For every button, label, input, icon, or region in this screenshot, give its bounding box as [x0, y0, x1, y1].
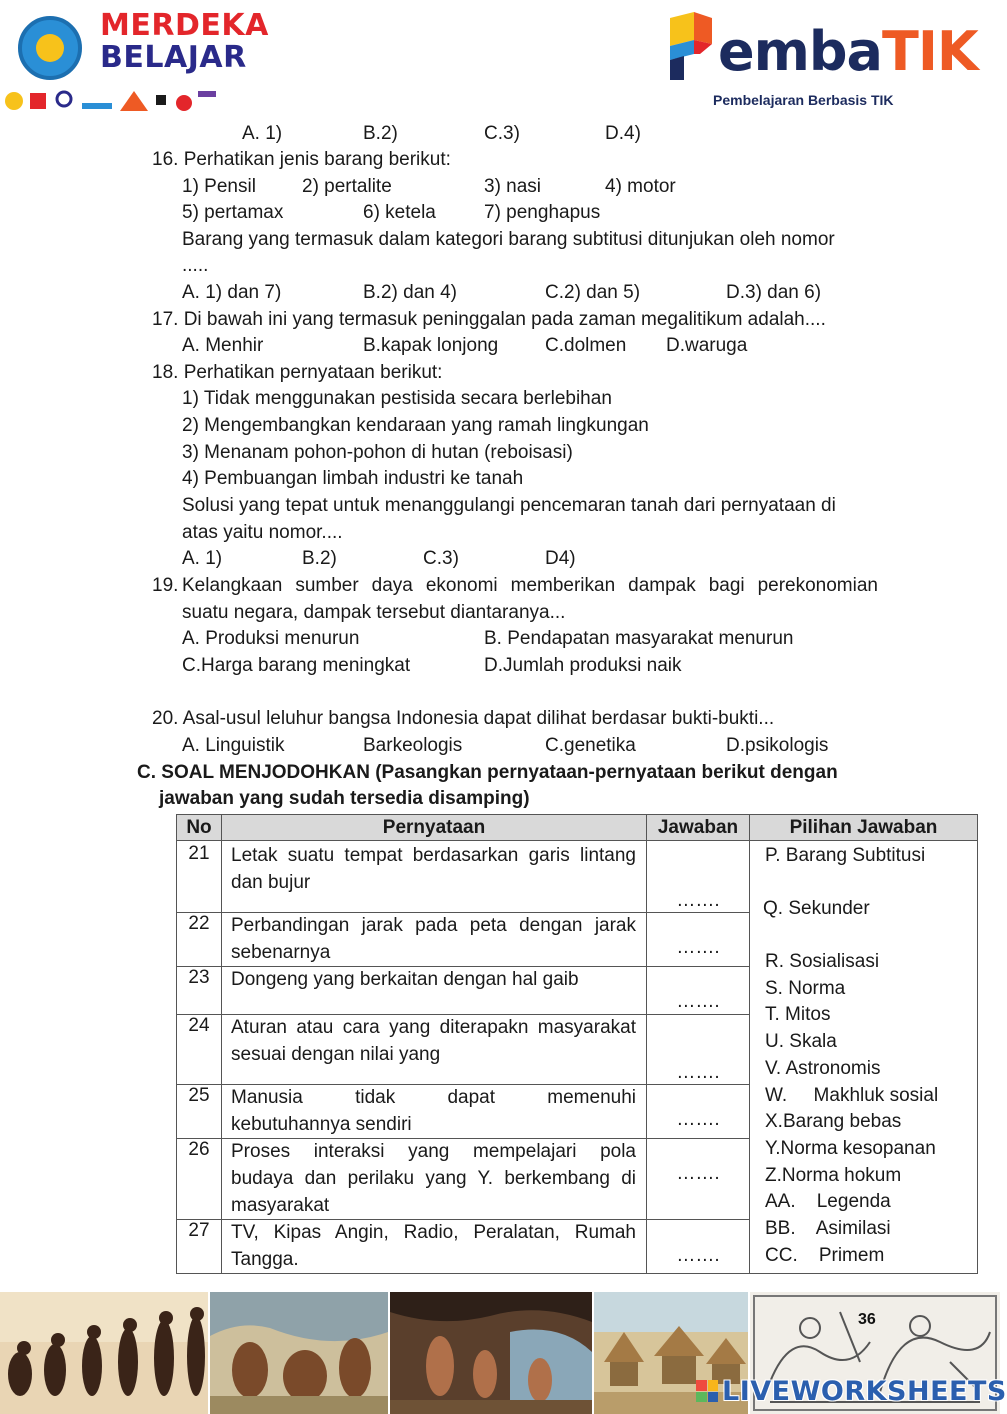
human-evolution-image	[0, 1292, 208, 1414]
answer-blank-24[interactable]: …….	[676, 1062, 720, 1083]
answer-blank-26[interactable]: …….	[676, 1163, 720, 1184]
q19-option-a: A. Produksi menurun	[182, 628, 360, 649]
table-header-no: No	[186, 817, 212, 838]
q18-option-a: A. 1)	[182, 548, 223, 569]
q20-option-d: D.psikologis	[726, 735, 829, 756]
q19-option-d: D.Jumlah produksi naik	[484, 655, 682, 676]
cave-dwellers-image	[390, 1292, 592, 1414]
q16-item: 2) pertalite	[302, 176, 392, 197]
row-number: 23	[188, 967, 210, 988]
choice-item: S. Norma	[765, 978, 846, 999]
q15-option-c: C.3)	[484, 123, 520, 144]
q18-question-line1: Solusi yang tepat untuk menanggulangi pencemaran tanah dari pernyataan di	[182, 495, 836, 516]
q18-statement: 1) Tidak menggunakan pestisida secara berlebihan	[182, 388, 612, 409]
q18-statement: 3) Menanam pohon-pohon di hutan (reboisasi)	[182, 442, 573, 463]
table-header-statement: Pernyataan	[382, 817, 486, 838]
choice-item: BB. Asimilasi	[765, 1218, 891, 1239]
choice-item: W. Makhluk sosial	[765, 1085, 939, 1106]
pembatik-wordmark: embaTIK	[718, 20, 978, 83]
q19-option-c: C.Harga barang meningkat	[182, 655, 411, 676]
q18-stem: 18. Perhatikan pernyataan berikut:	[152, 362, 443, 383]
row-statement: Aturan atau cara yang diterapakn masyarakat sesuai dengan nilai yang	[231, 1017, 636, 1065]
q16-option-a: A. 1) dan 7)	[182, 282, 282, 303]
q19-option-b: B. Pendapatan masyarakat menurun	[484, 628, 794, 649]
q17-option-d: D.waruga	[666, 335, 748, 356]
q16-option-d: D.3) dan 6)	[726, 282, 822, 303]
q18-statement: 4) Pembuangan limbah industri ke tanah	[182, 468, 524, 489]
table-divider	[749, 815, 750, 1273]
answer-blank-22[interactable]: …….	[676, 937, 720, 958]
q18-option-c: C.3)	[423, 548, 459, 569]
answer-blank-27[interactable]: …….	[676, 1245, 720, 1266]
row-number: 27	[188, 1220, 210, 1241]
row-statement: Perbandingan jarak pada peta dengan jarak sebenarnya	[231, 915, 636, 963]
q16-option-b: B.2) dan 4)	[363, 282, 457, 303]
q16-item: 7) penghapus	[484, 202, 601, 223]
q16-stem: 16. Perhatikan jenis barang berikut:	[152, 149, 451, 170]
table-divider	[646, 815, 647, 1273]
choice-item: Y.Norma kesopanan	[765, 1138, 936, 1159]
q15-option-b: B.2)	[363, 123, 398, 144]
q19-stem-line1: Kelangkaan sumber daya ekonomi memberikan dampak bagi perekonomian	[182, 575, 878, 596]
row-statement: Proses interaksi yang mempelajari pola budaya dan perilaku yang Y. berkembang di masyarakat	[231, 1141, 636, 1216]
liveworksheets-brand	[696, 1375, 1007, 1407]
q16-item: 3) nasi	[484, 176, 542, 197]
row-number: 25	[188, 1085, 210, 1106]
pembatik-p-mark-icon	[666, 10, 716, 82]
lw-square	[696, 1380, 707, 1391]
table-header-choices: Pilihan Jawaban	[789, 817, 938, 838]
q16-question-line1: Barang yang termasuk dalam kategori barang subtitusi ditunjukan oleh nomor	[182, 229, 835, 250]
q16-item: 4) motor	[605, 176, 676, 197]
q15-option-d: D.4)	[605, 123, 641, 144]
choice-item: U. Skala	[765, 1031, 837, 1052]
answer-blank-23[interactable]: …….	[676, 991, 720, 1012]
answer-blank-21[interactable]: …….	[676, 890, 720, 911]
q20-option-c: C.genetika	[545, 735, 636, 756]
choice-item: CC. Primem	[765, 1245, 885, 1266]
q17-option-b: B.kapak lonjong	[363, 335, 499, 356]
q20-option-a: A. Linguistik	[182, 735, 285, 756]
q17-option-c: C.dolmen	[545, 335, 627, 356]
q20-option-b: Barkeologis	[363, 735, 463, 756]
q15-option-a: A. 1)	[242, 123, 283, 144]
matching-table	[176, 814, 978, 1274]
q18-question-line2: atas yaitu nomor....	[182, 522, 343, 543]
q18-statement: 2) Mengembangkan kendaraan yang ramah lingkungan	[182, 415, 649, 436]
row-number: 26	[188, 1139, 210, 1160]
q16-item: 5) pertamax	[182, 202, 284, 223]
prehistoric-people-image	[210, 1292, 388, 1414]
section-c-title-line1: C. SOAL MENJODOHKAN (Pasangkan pernyataan-pernyataan berikut dengan	[137, 762, 838, 783]
choice-item: X.Barang bebas	[765, 1111, 902, 1132]
choice-item: T. Mitos	[765, 1004, 831, 1025]
q19-number: 19.	[152, 575, 179, 596]
q18-option-b: B.2)	[302, 548, 337, 569]
row-statement: Dongeng yang berkaitan dengan hal gaib	[231, 969, 579, 990]
row-number: 24	[188, 1015, 210, 1036]
q18-option-d: D4)	[545, 548, 576, 569]
section-c-title-line2: jawaban yang sudah tersedia disamping)	[159, 788, 530, 809]
row-statement: TV, Kipas Angin, Radio, Peralatan, Rumah Tangga.	[231, 1222, 636, 1270]
liveworksheets-wordmark: LIVEWORKSHEETS	[722, 1375, 1007, 1407]
merdeka-belajar-wordmark: MERDEKA BELAJAR	[100, 8, 269, 75]
q17-option-a: A. Menhir	[182, 335, 264, 356]
tut-wuri-emblem-icon	[18, 16, 82, 80]
choice-item: V. Astronomis	[765, 1058, 881, 1079]
q17-stem: 17. Di bawah ini yang termasuk peninggalan pada zaman megalitikum adalah....	[152, 309, 826, 330]
merdeka-decoration-icon	[0, 83, 222, 117]
choice-item: R. Sosialisasi	[765, 951, 880, 972]
choice-item: Q. Sekunder	[763, 898, 870, 919]
merdeka-belajar-logo	[0, 0, 269, 117]
lw-square	[708, 1380, 719, 1391]
choice-item: P. Barang Subtitusi	[765, 845, 926, 866]
choice-item: Z.Norma hokum	[765, 1165, 902, 1186]
row-statement: Letak suatu tempat berdasarkan garis lintang dan bujur	[231, 845, 636, 893]
answer-blank-25[interactable]: …….	[676, 1109, 720, 1130]
q16-item: 6) ketela	[363, 202, 436, 223]
q19-stem-line2: suatu negara, dampak tersebut diantaranya...	[182, 602, 566, 623]
q16-option-c: C.2) dan 5)	[545, 282, 641, 303]
row-statement: Manusia tidak dapat memenuhi kebutuhannya sendiri	[231, 1087, 636, 1135]
row-number: 21	[188, 843, 210, 864]
lw-square	[708, 1392, 719, 1403]
pembatik-logo	[660, 8, 980, 113]
page-number: 36	[858, 1311, 876, 1328]
q20-stem: 20. Asal-usul leluhur bangsa Indonesia dapat dilihat berdasar bukti-bukti...	[152, 708, 775, 729]
choice-item: AA. Legenda	[765, 1191, 891, 1212]
q16-question-line2: .....	[182, 255, 209, 276]
row-number: 22	[188, 913, 210, 934]
pembatik-subtitle: Pembelajaran Berbasis TIK	[713, 92, 894, 108]
lw-square	[696, 1392, 707, 1403]
table-header-answer: Jawaban	[657, 817, 739, 838]
q16-item: 1) Pensil	[182, 176, 256, 197]
table-divider	[221, 815, 222, 1273]
liveworksheets-icon	[696, 1380, 718, 1402]
